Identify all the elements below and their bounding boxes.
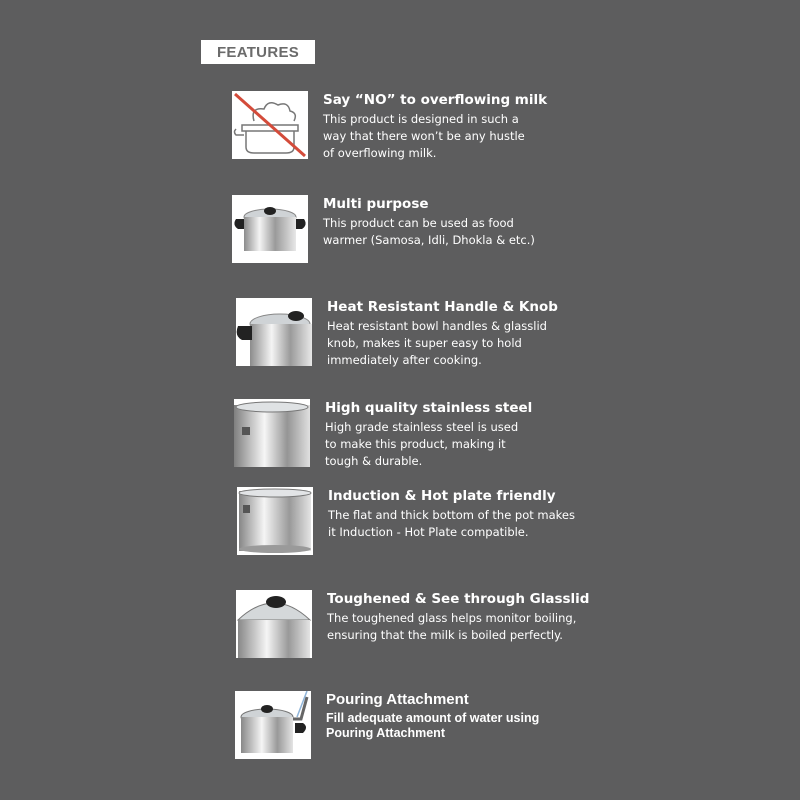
pot-with-lid-icon xyxy=(232,195,308,263)
glass-lid-icon xyxy=(236,590,312,658)
steel-pot-icon xyxy=(234,399,310,467)
feature-induction xyxy=(237,487,575,555)
features-header: FEATURES xyxy=(201,40,315,64)
feature-multipurpose xyxy=(232,195,535,263)
feature-title: Toughened & See through Glasslid xyxy=(327,591,590,607)
feature-desc: This product can be used as food warmer (Samosa, Idli, Dhokla & etc.) xyxy=(323,216,535,247)
feature-desc: Fill adequate amount of water using Pouring Attachment xyxy=(326,711,540,740)
feature-pouring xyxy=(235,691,539,759)
feature-title: Say “NO” to overflowing milk xyxy=(323,92,548,108)
feature-title: Pouring Attachment xyxy=(326,691,469,708)
feature-desc: The toughened glass helps monitor boiling, ensuring that the milk is boiled perfectly. xyxy=(327,611,577,642)
feature-desc: Heat resistant bowl handles & glasslid knob, makes it super easy to hold immediately after cooking. xyxy=(327,319,547,367)
feature-title: Heat Resistant Handle & Knob xyxy=(327,299,558,315)
handle-knob-icon xyxy=(236,298,312,366)
feature-glasslid xyxy=(236,590,589,658)
feature-title: Induction & Hot plate friendly xyxy=(328,488,556,504)
feature-handle-knob xyxy=(236,298,558,369)
feature-overflow xyxy=(232,91,547,162)
feature-title: High quality stainless steel xyxy=(325,400,533,416)
feature-desc: High grade stainless steel is used to make this product, making it tough & durable. xyxy=(325,420,519,468)
feature-stainless-steel xyxy=(234,399,532,470)
feature-desc: The flat and thick bottom of the pot makes it Induction - Hot Plate compatible. xyxy=(328,508,576,539)
pot-bottom-icon xyxy=(237,487,313,555)
feature-desc: This product is designed in such a way that there won’t be any hustle of overflowing milk. xyxy=(323,112,525,160)
pouring-attachment-icon xyxy=(235,691,311,759)
no-overflow-icon xyxy=(232,91,308,159)
feature-title: Multi purpose xyxy=(323,196,429,212)
